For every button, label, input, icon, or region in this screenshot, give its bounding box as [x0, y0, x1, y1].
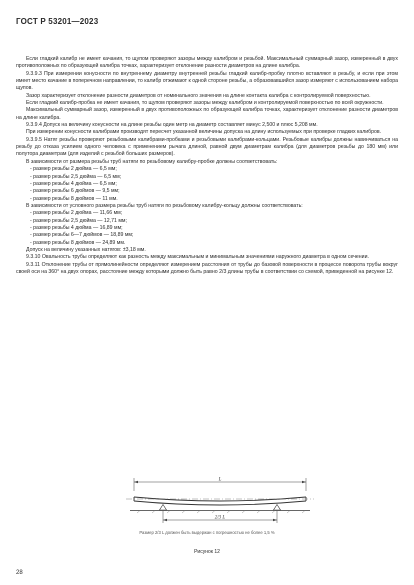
list-item: - размер резьбы 2,5 дюйма — 6,5 мм; — [30, 173, 122, 180]
paragraph: В зависимости от условного размера резьбы труб натяги по резьбовому калибру-кольцу должны соответствовать: — [26, 202, 303, 209]
list-item: - размер резьбы 6—7 дюймов — 18,89 мм; — [30, 232, 134, 239]
paragraph: Максимальный суммарный зазор, измеренный в двух противоположных по образующей калибра точках, характеризует отклонение разности диаметров на длине калибра. — [16, 107, 398, 121]
figure-caption: Рисунок 12 — [194, 549, 220, 555]
paragraph: 9.3.10 Овальность трубы определяют как разность между максимальным и минимальным значениями наружного диаметра в одном сечении. — [26, 254, 369, 261]
list-item: - размер резьбы 4 дюйма — 6,5 мм; — [30, 180, 117, 187]
paragraph: 9.3.9.3 При измерении конусности по внутреннему диаметру внутренней резьбы гладкий калибр-пробку плотно вставляют в резьбу, и если при этом имеет место качание в поперечном направлении, то калибр отжимают к одной стороне резьбы, а образовавшийся зазор измеряют с использованием набора щупов. — [16, 70, 398, 92]
paragraph: В зависимости от размера резьбы труб натяги по резьбовому калибру-пробке должны соответствовать: — [26, 158, 278, 165]
document-header: ГОСТ Р 53201—2023 — [16, 17, 99, 26]
list-item: - размер резьбы 2 дюйма — 6,5 мм; — [30, 166, 117, 173]
paragraph: 9.3.9.5 Натяг резьбы проверяют резьбовыми калибрами-пробками и резьбовыми калибрами-кольцами. Резьбовые калибры должны навинчиваться на резьбу до отказа усилием одного человека с применением рычага длиной, равной двум диаметрам калибра (для диаметров резьбы до 180 мм) или полутора диаметрам (для изделий с резьбой больших размеров). — [16, 136, 398, 158]
list-item: - размер резьбы 8 дюймов — 24,89 мм. — [30, 239, 126, 246]
pipe-straightness-diagram — [120, 475, 320, 527]
paragraph: 9.3.9.4 Допуск на величину конусности на длине резьбы один метр на диаметр составляет минус 2,500 и плюс 5,208 мм. — [26, 122, 318, 129]
list-item: - размер резьбы 2,5 дюйма — 12,71 мм; — [30, 217, 127, 224]
figure-note: Размер 2/3 L должен быть выдержан с погрешностью не более 1,5 % — [139, 530, 275, 535]
page-number: 28 — [16, 570, 23, 576]
paragraph: Зазор характеризует отклонение разности диаметров от номинального значения на длине контакта калибра с контролируемой поверхностью. — [26, 92, 371, 99]
list-item: - размер резьбы 8 дюймов — 11 мм. — [30, 195, 118, 202]
support-spacing-label: 2/3 L — [214, 515, 226, 521]
document-body — [16, 56, 398, 276]
list-item: - размер резьбы 6 дюймов — 9,5 мм; — [30, 188, 120, 195]
paragraph: При измерении конусности калибрами производят пересчет указанной величины допуска на длину используемых при проверке гладких калибров. — [26, 129, 382, 136]
paragraph: Если гладкий калибр-пробка не имеет качания, то щупом проверяют зазоры между калибром и контролируемой поверхностью по всей окружности. — [26, 100, 384, 107]
paragraph: Если гладкий калибр не имеет качания, то щупом проверяют зазоры между калибром и резьбой. Максимальный суммарный зазор, измеренный в двух противоположных по образующей калибра точках, характеризует отклонение разности диаметров на длине калибра. — [16, 56, 398, 70]
list-item: - размер резьбы 4 дюйма — 16,89 мм; — [30, 224, 123, 231]
paragraph: 9.3.11 Отклонение трубы от прямолинейности определяют измерением расстояния от трубы до базовой поверхности в процессе поворота трубы вокруг своей оси на 360° на двух опорах, расстояние между которыми должно быть равно 2/3 длины трубы в соответствии со схемой, приведенной на рисунке 12. — [16, 261, 398, 275]
list-item: - размер резьбы 2 дюйма — 11,66 мм; — [30, 210, 123, 217]
length-label: L — [218, 477, 222, 483]
paragraph: Допуск на величину указанных натягов: ±3,18 мм. — [26, 246, 146, 253]
